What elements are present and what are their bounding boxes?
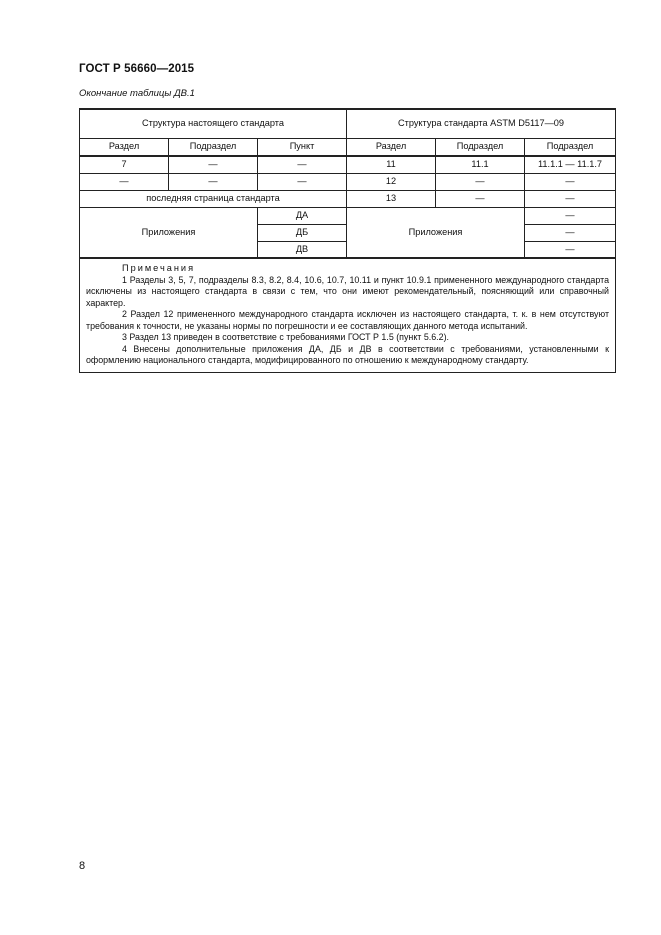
column-header: Раздел xyxy=(347,138,436,156)
table-cell: — xyxy=(436,173,525,190)
table-cell: — xyxy=(80,173,169,190)
column-header: Подраздел xyxy=(436,138,525,156)
note-item: 4 Внесены дополнительные приложения ДА, ДБ и ДВ в соответствии с требованиями, установленными к оформлению национального стандарта, модифицированного по отношению к международному стандарту. xyxy=(86,343,610,365)
table-row xyxy=(80,190,616,207)
appendices-label-national: Приложения xyxy=(80,207,258,258)
note-item: 1 Разделы 3, 5, 7, подразделы 8.3, 8.2, 8.4, 10.6, 10.7, 10.11 и пункт 10.9.1 примененного международного стандарта исключены из настоящего стандарта в связи с тем, что они имеют рекомендательный, поясняющий или справочный характер. xyxy=(86,274,610,308)
table-cell: — xyxy=(436,190,525,207)
table-cell: — xyxy=(525,190,616,207)
appendix-name: ДА xyxy=(258,207,347,224)
column-header: Пункт xyxy=(258,138,347,156)
column-header: Подраздел xyxy=(169,138,258,156)
column-header: Раздел xyxy=(80,138,169,156)
notes-title: Примечания xyxy=(122,263,196,273)
table-row xyxy=(80,156,616,173)
appendix-value: — xyxy=(525,224,616,241)
table-cell: 11.1.1 — 11.1.7 xyxy=(525,156,616,173)
column-header: Подраздел xyxy=(525,138,616,156)
table-cell: — xyxy=(258,156,347,173)
appendices-label-astm: Приложения xyxy=(347,207,525,258)
table-caption: Окончание таблицы ДВ.1 xyxy=(79,88,195,99)
notes-block xyxy=(80,258,616,372)
note-item: 3 Раздел 13 приведен в соответствие с требованиями ГОСТ Р 1.5 (пункт 5.6.2). xyxy=(122,332,450,342)
table-cell: 13 xyxy=(347,190,436,207)
group-header-astm: Структура стандарта ASTM D5117—09 xyxy=(347,109,616,138)
table-row xyxy=(80,207,616,224)
table-cell: — xyxy=(169,173,258,190)
last-page-label: последняя страница стандарта xyxy=(80,190,347,207)
document-code: ГОСТ Р 56660—2015 xyxy=(79,63,195,75)
page-number: 8 xyxy=(79,860,86,872)
table-cell: — xyxy=(525,173,616,190)
appendix-name: ДБ xyxy=(258,224,347,241)
table-cell: 11 xyxy=(347,156,436,173)
table-cell: — xyxy=(258,173,347,190)
table-cell: — xyxy=(169,156,258,173)
table-cell: 7 xyxy=(80,156,169,173)
structure-comparison-table xyxy=(79,108,616,373)
table-row xyxy=(80,173,616,190)
appendix-value: — xyxy=(525,207,616,224)
table-cell: 11.1 xyxy=(436,156,525,173)
appendix-value: — xyxy=(525,241,616,258)
group-header-national: Структура настоящего стандарта xyxy=(80,109,347,138)
appendix-name: ДВ xyxy=(258,241,347,258)
table-cell: 12 xyxy=(347,173,436,190)
note-item: 2 Раздел 12 примененного международного стандарта исключен из настоящего стандарта, т. к. в нем отсутствуют требования к точности, не указаны нормы по погрешности и ее составляющих данного метода испытаний. xyxy=(86,309,610,331)
